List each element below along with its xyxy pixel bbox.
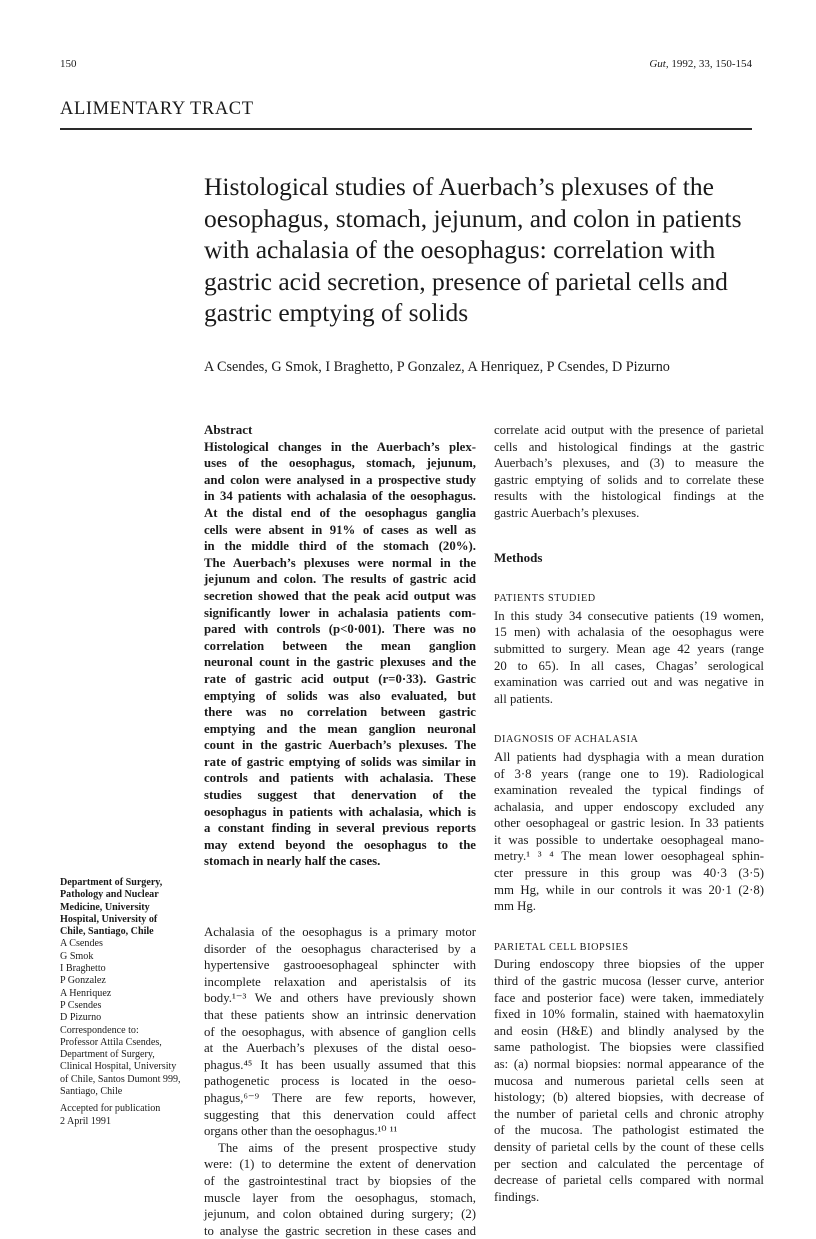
correspondence-line: Department of Surgery, <box>60 1049 155 1061</box>
intro-line: were: (1) to determine the extent of denervation <box>204 1157 476 1172</box>
patients-line: examination was carried out and was negative in <box>494 675 764 690</box>
aims-line: gastric emptying of solids and to correlate these <box>494 472 764 487</box>
patients-line: In this study 34 consecutive patients (19 women, <box>494 608 764 623</box>
correspondence <box>60 1025 195 1099</box>
article-title <box>204 171 774 329</box>
parietal-line: density of parietal cells by the count of these cells <box>494 1139 764 1154</box>
parietal-line: and eosin (H&E) and blindly analysed by the <box>494 1023 764 1038</box>
abstract-line: there was no correlation between gastric <box>204 705 476 720</box>
title-line: with achalasia of the oesophagus: correlation with <box>204 235 716 264</box>
methods-heading: Methods <box>494 549 543 565</box>
abstract-line: neuronal count in the gastric plexuses and the <box>204 655 476 670</box>
abstract-body <box>204 439 476 870</box>
patients-line: all patients. <box>494 691 553 706</box>
abstract-line: studies suggest that denervation of the <box>204 788 476 803</box>
parietal-line: decrease of parietal cells compared with normal <box>494 1173 764 1188</box>
page-number: 150 <box>60 58 77 70</box>
abstract-line: rate of gastric emptying of solids was similar in <box>204 754 476 769</box>
intro-line: phagus,⁶⁻⁹ There are few reports, however, <box>204 1090 476 1105</box>
parietal-heading: PARIETAL CELL BIOPSIES <box>494 941 629 953</box>
abstract-line: in 34 patients with achalasia of the oesophagus. <box>204 489 476 504</box>
abstract-heading: Abstract <box>204 422 253 437</box>
abstract-line: a constant finding in several previous reports <box>204 821 476 836</box>
intro-line: that these patients show an intrinsic denervation <box>204 1008 476 1022</box>
abstract-line: secretion showed that the peak acid output was <box>204 588 476 603</box>
abstract-line: cells were absent in 91% of cases as well as <box>204 522 476 537</box>
diagnosis-line: other oesophageal or gastric lesion. In 33 patients <box>494 816 764 831</box>
introduction-body <box>204 924 476 1239</box>
abstract-line: uses of the oesophagus, stomach, jejunum, <box>204 456 476 471</box>
diagnosis-line: All patients had dysphagia with a mean duration <box>494 749 764 764</box>
department <box>60 877 195 938</box>
author-list: A Csendes, G Smok, I Braghetto, P Gonzalez, A Henriquez, P Csendes, D Pizurno <box>204 359 670 375</box>
intro-line: The aims of the present prospective study <box>218 1140 476 1155</box>
patients-line: 20 to 65). In all cases, Chagas’ serological <box>494 658 764 673</box>
accepted-date <box>60 1103 195 1128</box>
abstract-line: emptying of solids was also evaluated, but <box>204 688 476 703</box>
affiliation-name: A Csendes <box>60 938 103 950</box>
diagnosis-line: achalasia, and upper endoscopy excluded any <box>494 799 764 814</box>
intro-line: organs other than the oesophagus.¹⁰ ¹¹ <box>204 1124 398 1139</box>
intro-line: incomplete relaxation and aperistalsis of its <box>204 974 476 989</box>
aims-line: cells and histological findings at the gastric <box>494 439 764 454</box>
diagnosis-line: it was possible to undertake oesophageal mano- <box>494 832 764 847</box>
aims-line: Auerbach’s plexuses, and (3) to measure the <box>494 456 764 471</box>
diagnosis-line: examination revealed the typical findings of <box>494 783 764 798</box>
parietal-line: mucosa and numerous parietal cells seen at <box>494 1073 764 1088</box>
intro-line: suggesting that this denervation could affect <box>204 1107 476 1122</box>
patients-studied-body <box>494 608 764 708</box>
abstract-line: jejunum and colon. The results of gastric acid <box>204 572 476 587</box>
aims-continuation <box>494 422 764 522</box>
intro-line: to analyse the gastric secretion in these cases and <box>204 1223 476 1238</box>
abstract-line: significantly lower in achalasia patients com- <box>204 605 476 620</box>
abstract-line: At the distal end of the oesophagus ganglia <box>204 505 476 520</box>
parietal-line: as: (a) normal biopsies: normal appearance of the <box>494 1057 764 1071</box>
abstract-line: may extend beyond the oesophagus to the <box>204 837 476 852</box>
affiliation-block <box>60 877 195 1128</box>
parietal-line: histology; (b) altered biopsies, with decrease of <box>494 1090 764 1105</box>
patients-line: 15 men) with achalasia of the oesophagus were <box>494 625 764 640</box>
abstract-line: controls and patients with achalasia. These <box>204 771 476 786</box>
title-line: oesophagus, stomach, jejunum, and colon in patients <box>204 203 742 233</box>
parietal-line: findings. <box>494 1189 540 1204</box>
intro-line: Achalasia of the oesophagus is a primary motor <box>204 925 476 940</box>
abstract-line: Histological changes in the Auerbach’s plex- <box>204 439 476 454</box>
correspondence-line: Professor Attila Csendes, <box>60 1036 162 1048</box>
diagnosis-line: cter pressure in this group was 40·3 (3·5) <box>494 866 764 881</box>
abstract-line: and colon were analysed in a prospective study <box>204 472 476 487</box>
diagnosis-line: mm Hg. <box>494 899 536 914</box>
section-rule <box>60 128 752 130</box>
intro-line: of the oesophagus, with absence of ganglion cells <box>204 1024 476 1039</box>
abstract-line: The Auerbach’s plexuses were normal in the <box>204 555 476 570</box>
department-line: Hospital, University of <box>60 913 158 925</box>
title-line: gastric acid secretion, presence of parietal cells and <box>204 266 728 296</box>
parietal-line: third of the gastric mucosa (lesser curve, anterior <box>494 974 764 989</box>
department-line: Pathology and Nuclear <box>60 889 159 901</box>
department-line: Chile, Santiago, Chile <box>60 926 154 938</box>
aims-line: results with the histological findings at the <box>494 489 764 504</box>
affiliation-names <box>60 938 195 1024</box>
affiliation-name: I Braghetto <box>60 963 106 975</box>
aims-line: correlate acid output with the presence of parietal <box>494 423 764 437</box>
affiliation-name: G Smok <box>60 950 94 962</box>
intro-line: of the gastrointestinal tract by biopsies of the <box>204 1173 476 1188</box>
parietal-line: face and posterior face) were taken, immediately <box>494 990 764 1005</box>
department-line: Medicine, University <box>60 901 150 913</box>
intro-line: muscle layer from the oesophagus, stomach, <box>204 1190 476 1205</box>
diagnosis-heading: DIAGNOSIS OF ACHALASIA <box>494 734 639 746</box>
abstract-line: correlation between the mean ganglion <box>204 638 476 653</box>
title-line: Histological studies of Auerbach’s plexuses of the <box>204 172 714 201</box>
title-line: gastric emptying of solids <box>204 298 469 327</box>
diagnosis-line: metry.¹ ³ ⁴ The mean lower oesophageal sphin- <box>494 849 764 864</box>
correspondence-line: Correspondence to: <box>60 1024 139 1036</box>
diagnosis-line: mm Hg, while in our controls it was 20·1 (2·8) <box>494 882 764 897</box>
intro-line: jejunum, and colon obtained during surgery; (2) <box>204 1207 476 1222</box>
diagnosis-line: of 3·8 years (range one to 19). Radiological <box>494 766 764 781</box>
correspondence-line: Clinical Hospital, University <box>60 1061 177 1073</box>
affiliation-name: D Pizurno <box>60 1012 102 1024</box>
abstract-line: oesophagus in patients with achalasia, which is <box>204 804 476 819</box>
patients-line: submitted to surgery. Mean age 42 years (range <box>494 641 764 656</box>
affiliation-name: P Csendes <box>60 999 102 1011</box>
citation-details: 1992, 33, 150-154 <box>671 58 752 70</box>
abstract-line: emptying and the mean ganglion neuronal <box>204 721 476 736</box>
intro-line: hypertensive gastrooesophageal sphincter with <box>204 958 476 973</box>
abstract-line: rate of gastric acid output (r=0·33). Gastric <box>204 671 476 686</box>
affiliation-name: P Gonzalez <box>60 975 106 987</box>
intro-line: pathogenetic process is located in the oeso- <box>204 1074 476 1089</box>
journal-citation <box>649 58 752 70</box>
parietal-line: per section and calculated the percentage of <box>494 1156 764 1171</box>
patients-studied-heading: PATIENTS STUDIED <box>494 593 596 605</box>
right-column <box>494 422 764 1205</box>
parietal-line: During endoscopy three biopsies of the upper <box>494 957 764 972</box>
left-column <box>204 422 476 1239</box>
aims-line: gastric Auerbach’s plexuses. <box>494 505 640 520</box>
diagnosis-body <box>494 749 764 915</box>
abstract-line: stomach in nearly half the cases. <box>204 854 381 869</box>
parietal-line: same pathologist. The biopsies were classified <box>494 1040 764 1055</box>
parietal-line: of the mucosa. The pathologist estimated the <box>494 1123 764 1138</box>
affiliation-name: A Henriquez <box>60 987 112 999</box>
correspondence-line: of Chile, Santos Dumont 999, <box>60 1073 181 1085</box>
accepted-line: 2 April 1991 <box>60 1115 112 1127</box>
journal-name: Gut, <box>649 58 669 70</box>
parietal-line: the number of parietal cells and chronic atrophy <box>494 1106 764 1121</box>
intro-line: body.¹⁻³ We and others have previously shown <box>204 991 476 1006</box>
section-heading: ALIMENTARY TRACT <box>60 99 254 119</box>
department-line: Department of Surgery, <box>60 877 163 888</box>
correspondence-line: Santiago, Chile <box>60 1086 123 1098</box>
parietal-body <box>494 956 764 1205</box>
intro-line: disorder of the oesophagus characterised by a <box>204 941 476 956</box>
abstract-line: count in the gastric Auerbach’s plexuses. The <box>204 738 476 753</box>
abstract-line: pared with controls (p<0·001). There was no <box>204 622 476 637</box>
accepted-line: Accepted for publication <box>60 1103 161 1115</box>
intro-line: at the Auerbach’s plexuses of the distal oeso- <box>204 1041 476 1056</box>
abstract-line: in the middle third of the stomach (20%). <box>204 539 476 554</box>
parietal-line: fixed in 10% formalin, stained with haematoxylin <box>494 1007 764 1022</box>
intro-line: phagus.⁴⁵ It has been usually assumed that this <box>204 1057 476 1072</box>
